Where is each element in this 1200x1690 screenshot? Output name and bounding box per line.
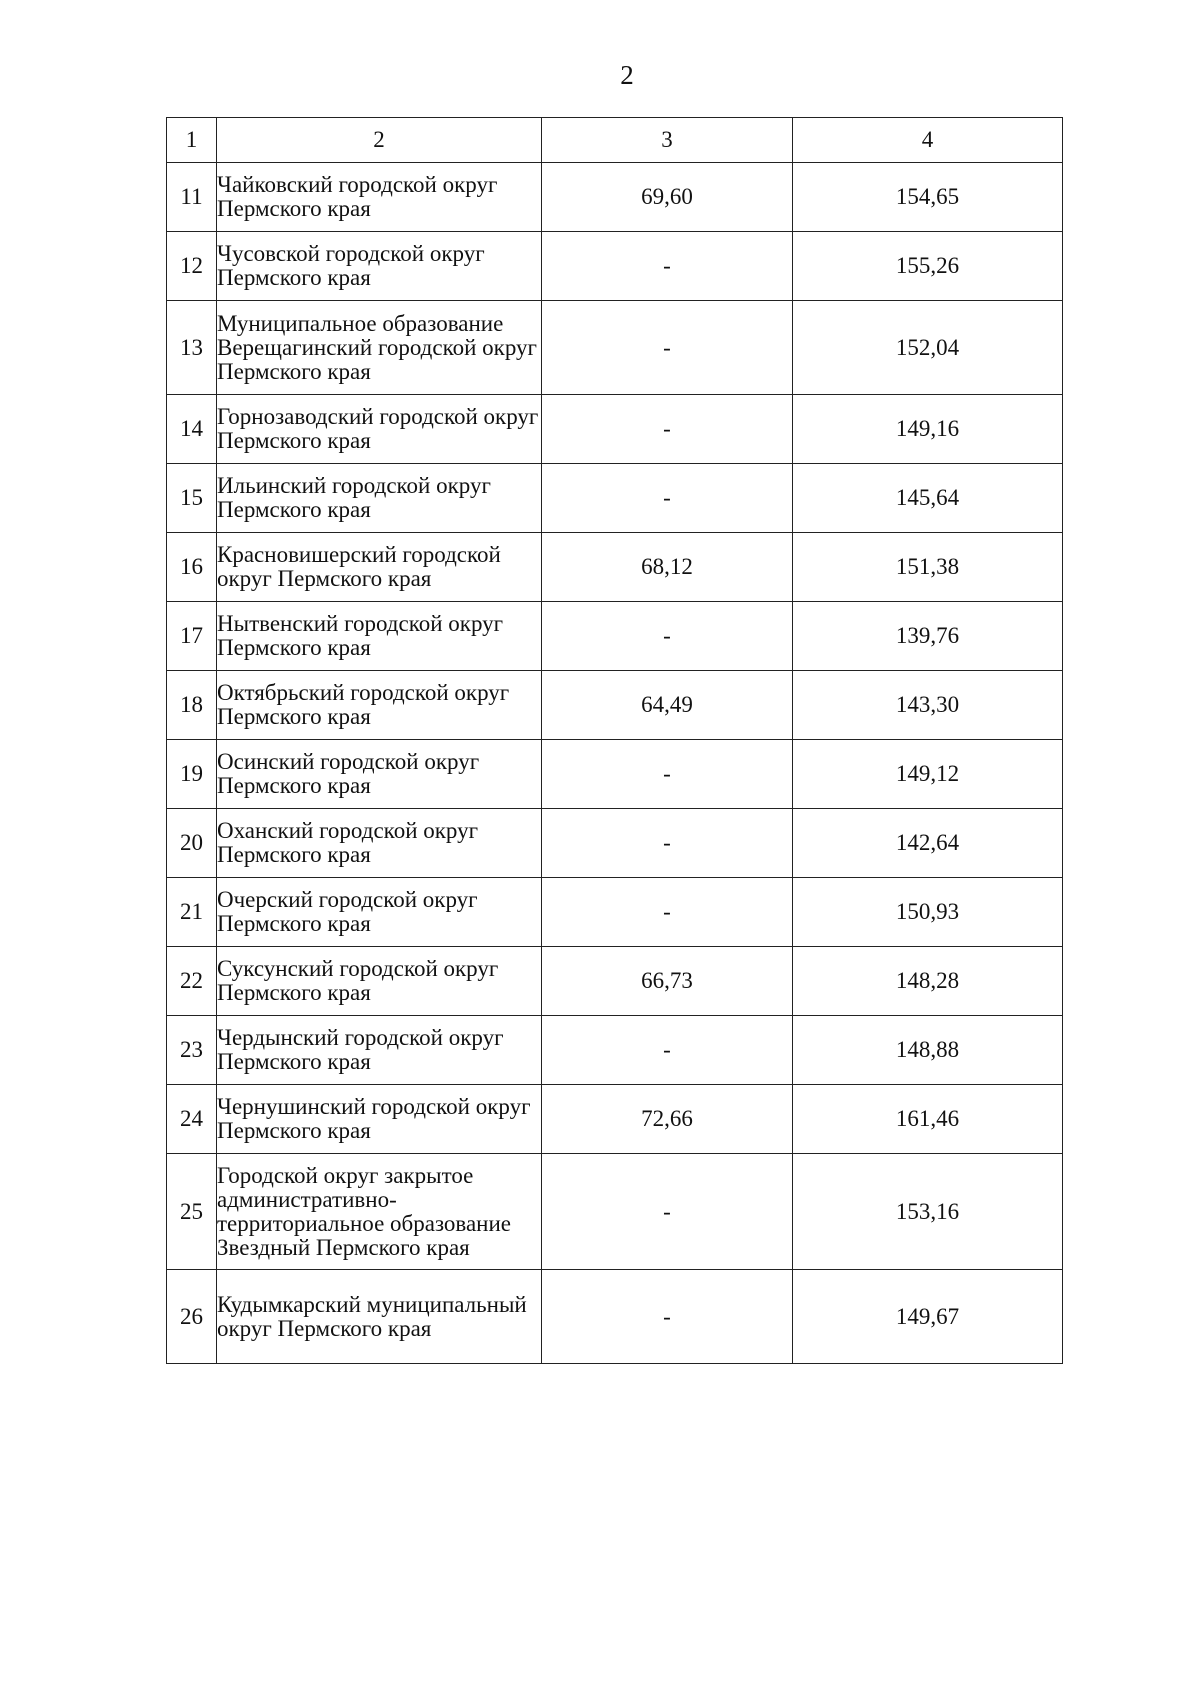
column-4-value-cell: 148,88 <box>793 1016 1063 1085</box>
data-table <box>166 117 1063 1364</box>
table-row <box>167 878 1063 947</box>
table-row <box>167 809 1063 878</box>
column-4-value-cell: 149,67 <box>793 1270 1063 1364</box>
column-4-value-cell: 148,28 <box>793 947 1063 1016</box>
table-row <box>167 947 1063 1016</box>
column-3-value-cell: - <box>542 232 793 301</box>
column-3-value-cell: - <box>542 301 793 395</box>
table-row <box>167 1085 1063 1154</box>
column-4-value-cell: 155,26 <box>793 232 1063 301</box>
municipality-name-cell: Осинский городской округ Пермского края <box>217 740 542 809</box>
municipality-name-cell: Ильинский городской округ Пермского края <box>217 464 542 533</box>
table-row <box>167 602 1063 671</box>
column-4-value-cell: 149,16 <box>793 395 1063 464</box>
column-3-value-cell: - <box>542 1270 793 1364</box>
column-3-value-cell: 69,60 <box>542 163 793 232</box>
municipality-name-cell: Красновишерский городской округ Пермского края <box>217 533 542 602</box>
column-3-value-cell: - <box>542 602 793 671</box>
row-number-cell: 11 <box>167 163 217 232</box>
municipality-name-cell: Чернушинский городской округ Пермского края <box>217 1085 542 1154</box>
column-3-value-cell: - <box>542 878 793 947</box>
column-3-value-cell: 64,49 <box>542 671 793 740</box>
column-3-value-cell: 68,12 <box>542 533 793 602</box>
municipality-name-cell: Муниципальное образование Верещагинский городской округ Пермского края <box>217 301 542 395</box>
table-row <box>167 395 1063 464</box>
municipality-name-cell: Городской округ закрытое административно-территориальное образование Звездный Пермского края <box>217 1154 542 1270</box>
municipality-name-cell: Октябрьский городской округ Пермского края <box>217 671 542 740</box>
municipality-name-cell: Горнозаводский городской округ Пермского края <box>217 395 542 464</box>
row-number-cell: 12 <box>167 232 217 301</box>
row-number-cell: 20 <box>167 809 217 878</box>
table-row <box>167 533 1063 602</box>
table-row <box>167 671 1063 740</box>
row-number-cell: 16 <box>167 533 217 602</box>
table-row <box>167 301 1063 395</box>
municipality-name-cell: Кудымкарский муниципальный округ Пермского края <box>217 1270 542 1364</box>
municipality-name-cell: Нытвенский городской округ Пермского края <box>217 602 542 671</box>
column-4-value-cell: 142,64 <box>793 809 1063 878</box>
row-number-cell: 13 <box>167 301 217 395</box>
row-number-cell: 19 <box>167 740 217 809</box>
column-3-value-cell: - <box>542 464 793 533</box>
table-row <box>167 740 1063 809</box>
column-4-value-cell: 153,16 <box>793 1154 1063 1270</box>
column-4-value-cell: 139,76 <box>793 602 1063 671</box>
table-row <box>167 163 1063 232</box>
row-number-cell: 25 <box>167 1154 217 1270</box>
table-row <box>167 464 1063 533</box>
municipality-name-cell: Чусовской городской округ Пермского края <box>217 232 542 301</box>
column-3-value-cell: - <box>542 740 793 809</box>
table-row <box>167 1270 1063 1364</box>
table-row <box>167 1016 1063 1085</box>
row-number-cell: 26 <box>167 1270 217 1364</box>
row-number-cell: 17 <box>167 602 217 671</box>
column-4-value-cell: 152,04 <box>793 301 1063 395</box>
column-4-value-cell: 151,38 <box>793 533 1063 602</box>
row-number-cell: 24 <box>167 1085 217 1154</box>
column-4-value-cell: 154,65 <box>793 163 1063 232</box>
column-3-value-cell: - <box>542 395 793 464</box>
table-row <box>167 1154 1063 1270</box>
column-3-value-cell: 72,66 <box>542 1085 793 1154</box>
municipality-name-cell: Суксунский городской округ Пермского края <box>217 947 542 1016</box>
column-4-value-cell: 150,93 <box>793 878 1063 947</box>
header-cell-1: 1 <box>167 118 217 163</box>
page-number: 2 <box>620 60 634 90</box>
municipality-name-cell: Чердынский городской округ Пермского края <box>217 1016 542 1085</box>
column-3-value-cell: - <box>542 1016 793 1085</box>
column-4-value-cell: 149,12 <box>793 740 1063 809</box>
column-4-value-cell: 145,64 <box>793 464 1063 533</box>
row-number-cell: 21 <box>167 878 217 947</box>
table-row <box>167 232 1063 301</box>
column-4-value-cell: 161,46 <box>793 1085 1063 1154</box>
row-number-cell: 22 <box>167 947 217 1016</box>
municipality-name-cell: Оханский городской округ Пермского края <box>217 809 542 878</box>
table-body <box>167 118 1063 1364</box>
column-4-value-cell: 143,30 <box>793 671 1063 740</box>
row-number-cell: 14 <box>167 395 217 464</box>
header-cell-2: 2 <box>217 118 542 163</box>
table-header-row <box>167 118 1063 163</box>
header-cell-4: 4 <box>793 118 1063 163</box>
column-3-value-cell: 66,73 <box>542 947 793 1016</box>
row-number-cell: 15 <box>167 464 217 533</box>
row-number-cell: 23 <box>167 1016 217 1085</box>
column-3-value-cell: - <box>542 1154 793 1270</box>
municipality-name-cell: Чайковский городской округ Пермского края <box>217 163 542 232</box>
row-number-cell: 18 <box>167 671 217 740</box>
municipality-name-cell: Очерский городской округ Пермского края <box>217 878 542 947</box>
column-3-value-cell: - <box>542 809 793 878</box>
header-cell-3: 3 <box>542 118 793 163</box>
